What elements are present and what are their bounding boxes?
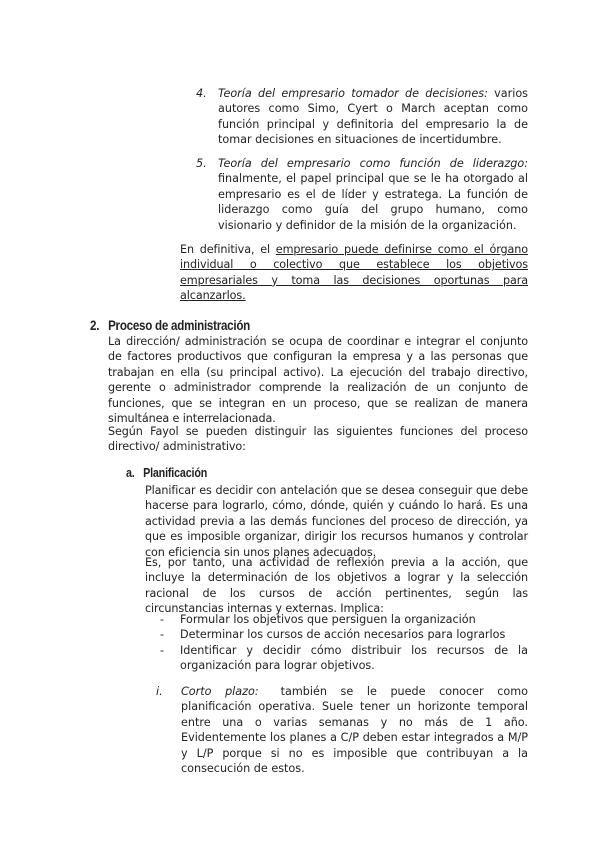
bullet-text: Identificar y decidir cómo distribuir los recursos de la organización para lograr objetivos. [180, 643, 528, 673]
roman-item-title: Corto plazo: [181, 685, 259, 698]
roman-item-body: también se le puede conocer como planificación operativa. Suele tener un horizonte temporal entre una o varias semanas y no más de 1 año. Evidentemente los planes a C/P deben estar integrados a M/P y L/P porque si no es imposible que contribuyan a la consecución de estos. [181, 685, 528, 776]
list-item [160, 612, 528, 627]
theory-list-item-5 [196, 156, 528, 233]
conclusion-underlined: empresario puede definirse como el órgano individual o colectivo que establece los objetivos empresariales y toma las decisiones oportunas para alcanzarlos. [180, 243, 528, 303]
list-item-title: Teoría del empresario como función de liderazgo: [218, 157, 528, 170]
section2-paragraph-1 [108, 334, 528, 426]
list-item [160, 643, 528, 674]
section-heading-proceso: 2. Proceso de administración [90, 318, 251, 333]
section2-para1-text: La dirección/ administración se ocupa de coordinar e integrar el conjunto de factores productivos que configuran la empresa y a las personas que trabajan en ella (su principal activo). La ejecución del trabajo directivo, gerente o administrador comprende la realización de un conjunto de funciones, que se integran en un proceso, que se realizan de manera simultánea e interrelacionada. [108, 335, 528, 426]
planificacion-para1-text: Planificar es decidir con antelación que se desea conseguir que debe hacerse para lograrlo, cómo, dónde, quién y cuándo lo hará. Es una actividad previa a las demás funciones del proceso de dirección, ya que es imposible organizar, dirigir los recursos humanos y controlar con eficiencia sin unos planes adecuados. [145, 484, 528, 559]
planificacion-para2-text: Es, por tanto, una actividad de reflexión previa a la acción, que incluye la determinación de los objetivos a lograr y la selección racional de los cursos de acción pertinentes, según las circunstancias internas y externas. Implica: [145, 556, 528, 616]
subsection-heading-planificacion: a. Planificación [126, 466, 208, 480]
section2-paragraph-2 [108, 424, 528, 455]
section2-para2-text: Según Fayol se pueden distinguir las siguientes funciones del proceso directivo/ administrativo: [108, 425, 528, 454]
conclusion-paragraph [180, 242, 528, 304]
list-number: 4. [196, 87, 207, 100]
dash-bullet-icon: - [160, 628, 165, 642]
list-item [160, 627, 528, 642]
list-item-title: Teoría del empresario tomador de decisiones: [218, 87, 488, 100]
bullet-text: Determinar los cursos de acción necesarios para lograrlos [180, 628, 506, 642]
roman-numeral: i. [156, 685, 163, 698]
theory-list-item-4 [196, 86, 528, 148]
roman-list-item-corto-plazo [156, 684, 528, 776]
list-item-body: finalmente, el papel principal que se le ha otorgado al empresario es el de líder y estratega. La función de liderazgo como guía del grupo humano, como visionario y definidor de la misión de la organización. [218, 172, 528, 232]
dash-bullet-icon: - [160, 643, 165, 657]
planificacion-paragraph-1 [145, 483, 528, 560]
bullet-text: Formular los objetivos que persiguen la organización [180, 613, 476, 626]
list-number: 5. [196, 157, 207, 170]
dash-bullet-icon: - [160, 613, 165, 626]
planificacion-paragraph-2 [145, 555, 528, 617]
conclusion-lead: En definitiva, el [180, 243, 276, 256]
list-item-body: varios autores como Simo, Cyert o March aceptan como función principal y definitoria del empresario la de tomar decisiones en situaciones de incertidumbre. [218, 87, 528, 147]
implica-bullet-list [160, 612, 528, 674]
